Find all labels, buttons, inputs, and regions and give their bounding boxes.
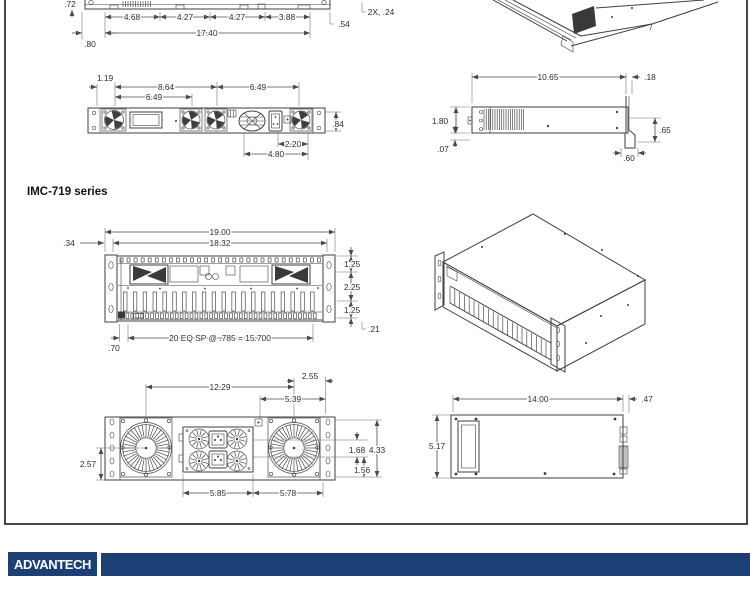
drawing-1u-iso-partial [493,0,718,52]
advantech-logo [8,552,97,576]
dim-label-hole-offset: .54 [338,19,350,29]
dim-label-h-lip: .21 [368,324,380,334]
dim-label-span-a: 8.64 [157,82,175,92]
drawing-1u-rear [88,73,344,160]
dim-label-conn-offset: 2.20 [284,139,302,149]
dim-label-h-bottom: 1.25 [343,305,361,315]
dim-label-fan-span: 12.29 [209,382,231,392]
psu-grill [189,451,209,471]
rear-fan-right [268,418,320,477]
dim-label-depth: 14.00 [527,394,549,404]
dim-label-fan-offset: 1.19 [96,73,114,83]
dim-label-bracket-depth: .60 [623,153,635,163]
top-tab-row [120,258,320,262]
dim-label-module-to-edge: 5.78 [279,488,297,498]
dim-label-ear-offset: .34 [63,238,75,248]
footer-brand-bar [101,553,750,576]
dim-label-hole-note: 2X, .24 [367,7,395,17]
card-slot-row [124,292,315,311]
dim-label-slot-spacing: 20 EQ SP @ .785 = 15.700 [169,333,271,343]
dim-label-edge-offset: .80 [84,39,96,49]
dim-label-conn-span-right: 5.39 [284,394,302,404]
dim-label-slot-offset: .70 [108,343,120,353]
fan-icon [205,109,227,131]
dim-label-span3: 4.27 [228,12,246,22]
dim-label-iec-bottom: 1.56 [353,465,371,475]
dim-label-h-top: 1.25 [343,259,361,269]
drawing-719-iso [435,214,645,372]
dim-label-conn-span: 4.80 [267,149,285,159]
connector-row [126,313,316,319]
fan-icon [180,109,202,131]
drawing-1u-front-partial [64,0,394,49]
dim-label-total-height: 4.33 [368,445,386,455]
fan-icon [290,109,312,131]
dim-label-span-b: 6.49 [249,82,267,92]
psu-grill [227,429,247,449]
dim-label-iec-gap: 1.68 [348,445,366,455]
dim-label-bracket-height: .65 [659,125,671,135]
dim-label-fan-height: 2.57 [79,459,97,469]
drawing-719-front [63,227,380,353]
vent-hatch [123,1,151,7]
dim-label-foot: .07 [437,144,449,154]
dim-label-fan-edge: 2.55 [301,371,319,381]
dim-label-span1: 4.68 [123,12,141,22]
dim-label-span4: 3.88 [278,12,296,22]
dim-label-total-width: 19.00 [209,227,231,237]
drawing-1u-side [432,72,671,163]
dim-label-module-width: 5.85 [209,488,227,498]
dim-label-panel-height: .84 [332,119,344,129]
drawing-719-rear [80,371,386,498]
dim-label-span-c: 6.49 [145,92,163,102]
dim-label-total-width: 17.40 [196,28,218,38]
dim-label-body-width: 18.32 [209,238,231,248]
dim-label-height: 5.17 [428,441,446,451]
dim-label-height-left: .72 [64,0,76,9]
fan-icon [102,109,126,131]
psu-grill [189,429,209,449]
dim-label-height: 1.80 [431,116,449,126]
dim-label-flange: .18 [644,72,656,82]
iso-card-slots [450,287,546,357]
advantech-logo-text: ADVANTECH [13,556,92,572]
series-heading: IMC-719 series [27,186,108,198]
dim-label-h-mid: 2.25 [343,282,361,292]
drawing-719-side [429,394,653,478]
rear-fan-left [120,418,172,477]
dim-label-depth: 10.65 [537,72,559,82]
dim-label-flange: .47 [641,394,653,404]
dim-label-span2: 4.27 [176,12,194,22]
psu-grill [227,451,247,471]
